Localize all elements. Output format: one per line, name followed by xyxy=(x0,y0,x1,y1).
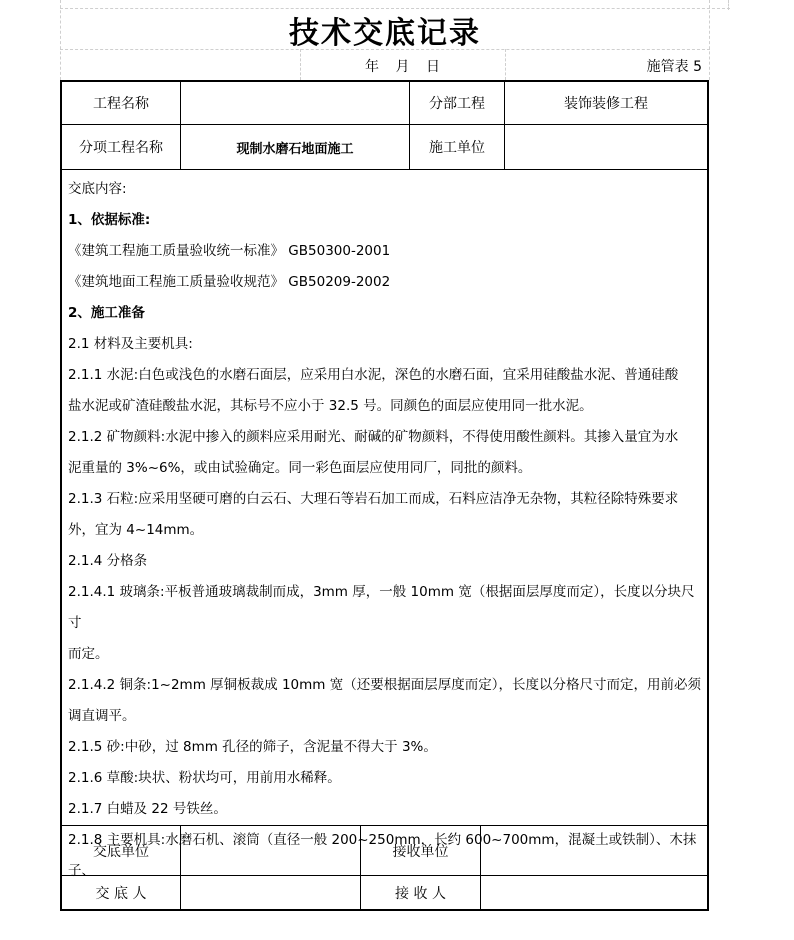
content-line: 2.1.1 水泥:白色或浅色的水磨石面层，应采用白水泥，深色的水磨石面，宜采用硅酸盐水泥、普通硅酸 xyxy=(68,367,679,383)
content-line: 2.1.8 主要机具:水磨石机、滚筒（直径一般 200~250mm，长约 600~700mm，混凝土或铁制）、木抹子、 xyxy=(68,832,697,879)
receive-unit-label: 接收单位 xyxy=(392,843,449,860)
document-title: 技术交底记录 xyxy=(289,16,481,51)
content-line: 1、依据标准: xyxy=(68,212,151,228)
date-label: 年 月 日 xyxy=(365,59,440,75)
item-name-label: 分项工程名称 xyxy=(79,140,163,156)
content-line: 2.1.4.1 玻璃条:平板普通玻璃裁制而成，3mm 厚，一般 10mm 宽（根据面层厚度而定），长度以分块尺寸 xyxy=(68,584,695,631)
receiver-value[interactable] xyxy=(481,876,707,909)
handover-unit-value[interactable] xyxy=(181,826,360,875)
construction-unit-value[interactable] xyxy=(505,125,707,169)
form-number: 施管表 5 xyxy=(646,59,702,75)
project-name-value[interactable] xyxy=(181,82,409,124)
grid-line xyxy=(505,49,506,80)
handover-unit-label: 交底单位 xyxy=(93,843,149,860)
content-line: 外，宜为 4~14mm。 xyxy=(68,522,204,538)
project-name-label: 工程名称 xyxy=(93,96,149,112)
sub-project-value[interactable]: 装饰装修工程 xyxy=(564,96,648,112)
construction-unit-label: 施工单位 xyxy=(429,140,485,156)
handover-person-value[interactable] xyxy=(181,876,360,909)
row-divider xyxy=(62,169,707,170)
grid-line xyxy=(728,0,729,10)
receiver-label: 接 收 人 xyxy=(395,885,446,902)
content-line: 2、施工准备 xyxy=(68,305,145,321)
content-line: 2.1.2 矿物颜料:水泥中掺入的颜料应采用耐光、耐碱的矿物颜料，不得使用酸性颜料。其掺入量宜为水 xyxy=(68,429,679,445)
content-line: 2.1.3 石粒:应采用坚硬可磨的白云石、大理石等岩石加工而成，石料应洁净无杂物，其粒径除特殊要求 xyxy=(68,491,679,507)
content-label: 交底内容: xyxy=(68,181,127,197)
content-line: 2.1.4 分格条 xyxy=(68,553,148,569)
content-line: 而定。 xyxy=(68,646,109,662)
item-name-value[interactable]: 现制水磨石地面施工 xyxy=(236,141,354,157)
content-line: 泥重量的 3%~6%，或由试验确定。同一彩色面层应使用同厂，同批的颜料。 xyxy=(68,460,532,476)
content-line: 《建筑工程施工质量验收统一标准》 GB50300-2001 xyxy=(68,243,391,259)
content-line: 《建筑地面工程施工质量验收规范》 GB50209-2002 xyxy=(68,274,391,290)
content-line: 2.1.7 白蜡及 22 号铁丝。 xyxy=(68,801,227,817)
content-line: 2.1.5 砂:中砂，过 8mm 孔径的筛子，含泥量不得大于 3%。 xyxy=(68,739,437,755)
content-line: 2.1.4.2 铜条:1~2mm 厚铜板裁成 10mm 宽（还要根据面层厚度而定），长度以分格尺寸而定，用前必须 xyxy=(68,677,701,693)
receive-unit-value[interactable] xyxy=(481,826,707,875)
sub-project-label: 分部工程 xyxy=(429,96,485,112)
content-line: 调直调平。 xyxy=(68,708,136,724)
handover-person-label: 交 底 人 xyxy=(95,885,147,902)
content-line: 盐水泥或矿渣硅酸盐水泥，其标号不应小于 32.5 号。同颜色的面层应使用同一批水泥。 xyxy=(68,398,593,414)
content-line: 2.1.6 草酸:块状、粉状均可，用前用水稀释。 xyxy=(68,770,341,786)
record-table xyxy=(60,80,709,911)
content-line: 2.1 材料及主要机具: xyxy=(68,336,193,352)
